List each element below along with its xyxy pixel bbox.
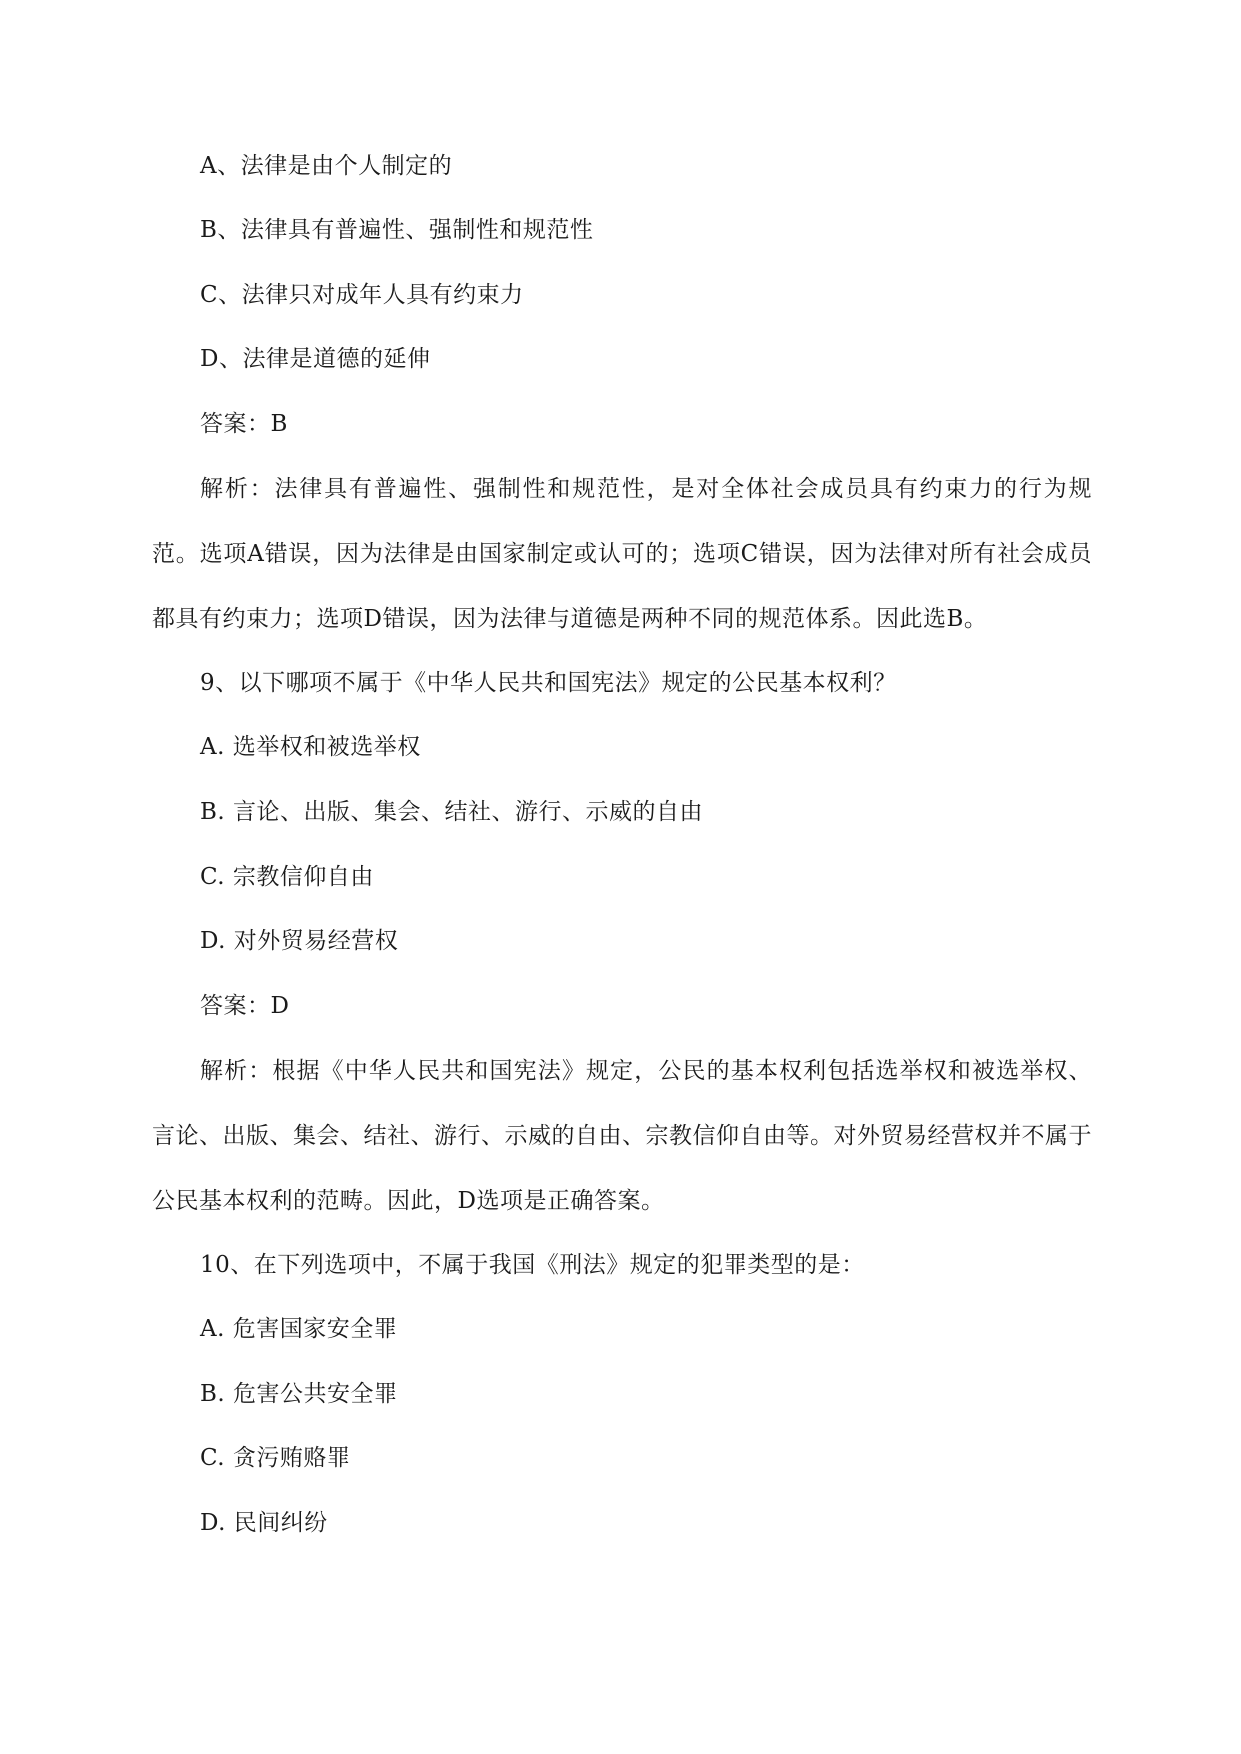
q9-analysis: 解析：根据《中华人民共和国宪法》规定，公民的基本权利包括选举权和被选举权、言论、出版、集会、结社、游行、示威的自由、宗教信仰自由等。对外贸易经营权并不属于公民基本权利的范畴。因此，D选项是正确答案。 [152, 1058, 1092, 1214]
q8-answer: 答案：B [200, 411, 288, 437]
q9-answer: 答案：D [200, 993, 290, 1019]
q10-option-c: C. 贪污贿赂罪 [200, 1445, 351, 1471]
q8-option-c: C、法律只对成年人具有约束力 [200, 282, 524, 308]
q10-question: 10、在下列选项中，不属于我国《刑法》规定的犯罪类型的是： [200, 1252, 865, 1278]
q10-option-d: D. 民间纠纷 [200, 1510, 328, 1536]
q8-option-a: A、法律是由个人制定的 [200, 153, 453, 179]
q8-option-d: D、法律是道德的延伸 [200, 346, 431, 372]
q8-option-b: B、法律具有普遍性、强制性和规范性 [200, 217, 594, 243]
q9-option-a: A. 选举权和被选举权 [200, 734, 421, 760]
q10-option-a: A. 危害国家安全罪 [200, 1316, 398, 1342]
q9-question: 9、以下哪项不属于《中华人民共和国宪法》规定的公民基本权利？ [200, 670, 897, 696]
q10-option-b: B. 危害公共安全罪 [200, 1381, 398, 1407]
q9-option-b: B. 言论、出版、集会、结社、游行、示威的自由 [200, 799, 704, 825]
q9-option-c: C. 宗教信仰自由 [200, 864, 374, 890]
q8-analysis: 解析：法律具有普遍性、强制性和规范性，是对全体社会成员具有约束力的行为规范。选项A错误，因为法律是由国家制定或认可的；选项C错误，因为法律对所有社会成员都具有约束力；选项D错误，因为法律与道德是两种不同的规范体系。因此选B。 [152, 476, 1092, 632]
q9-option-d: D. 对外贸易经营权 [200, 928, 399, 954]
